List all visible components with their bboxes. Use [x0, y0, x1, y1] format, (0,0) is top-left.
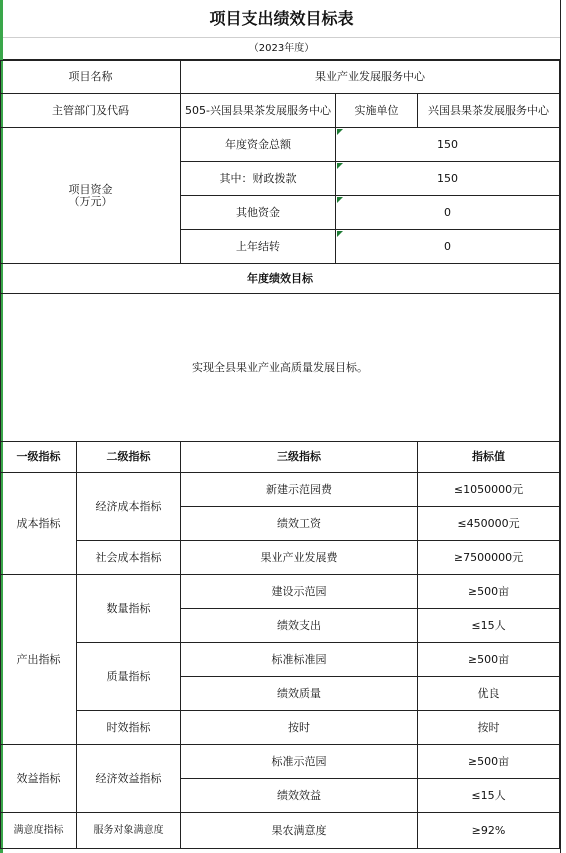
indicator-value: ≥500亩 — [418, 745, 560, 779]
fund-row-value: 0 — [336, 230, 560, 264]
cell-note-marker — [337, 197, 343, 203]
level2-economic-benefit: 经济效益指标 — [77, 745, 181, 813]
level1-cost: 成本指标 — [0, 473, 77, 575]
project-name-label: 项目名称 — [0, 60, 181, 94]
fund-row-value: 150 — [336, 162, 560, 196]
indicator-name: 绩效质量 — [181, 677, 418, 711]
indicator-value: ≥7500000元 — [418, 541, 560, 575]
fund-row-label: 其中：财政拨款 — [181, 162, 336, 196]
indicator-value: ≤15人 — [418, 779, 560, 813]
indicator-value: ≤15人 — [418, 609, 560, 643]
fund-row-value: 0 — [336, 196, 560, 230]
cell-note-marker — [337, 129, 343, 135]
fund-row-label: 其他资金 — [181, 196, 336, 230]
indicator-value: ≤1050000元 — [418, 473, 560, 507]
indicator-value: 按时 — [418, 711, 560, 745]
sheet-right-border — [560, 0, 561, 853]
fund-row-label: 上年结转 — [181, 230, 336, 264]
level2-social-cost: 社会成本指标 — [77, 541, 181, 575]
level2-service-satisfaction: 服务对象满意度 — [77, 813, 181, 849]
col-header-level1: 一级指标 — [0, 442, 77, 473]
level1-satisfaction: 满意度指标 — [0, 813, 77, 849]
level2-economic-cost: 经济成本指标 — [77, 473, 181, 541]
indicator-name: 标准示范园 — [181, 745, 418, 779]
indicator-name: 果业产业发展费 — [181, 541, 418, 575]
indicator-name: 标准标准园 — [181, 643, 418, 677]
level2-timeliness: 时效指标 — [77, 711, 181, 745]
year-label: （2023年度） — [3, 38, 560, 60]
level1-output: 产出指标 — [0, 575, 77, 745]
indicator-name: 绩效工资 — [181, 507, 418, 541]
goal-header: 年度绩效目标 — [0, 264, 560, 294]
fund-row-label: 年度资金总额 — [181, 128, 336, 162]
level1-benefit: 效益指标 — [0, 745, 77, 813]
indicator-value: ≥92% — [418, 813, 560, 849]
cell-note-marker — [337, 163, 343, 169]
cell-note-marker — [337, 231, 343, 237]
project-name-value: 果业产业发展服务中心 — [181, 60, 560, 94]
indicator-name: 新建示范园费 — [181, 473, 418, 507]
indicator-value: ≥500亩 — [418, 575, 560, 609]
fund-row-value: 150 — [336, 128, 560, 162]
col-header-value: 指标值 — [418, 442, 560, 473]
dept-value: 505-兴国县果茶发展服务中心 — [181, 94, 336, 128]
indicator-name: 按时 — [181, 711, 418, 745]
level2-quantity: 数量指标 — [77, 575, 181, 643]
indicator-value: ≥500亩 — [418, 643, 560, 677]
goal-text: 实现全县果业产业高质量发展目标。 — [0, 294, 560, 442]
indicator-value: 优良 — [418, 677, 560, 711]
col-header-level2: 二级指标 — [77, 442, 181, 473]
level2-quality: 质量指标 — [77, 643, 181, 711]
indicator-value: ≤450000元 — [418, 507, 560, 541]
dept-label: 主管部门及代码 — [0, 94, 181, 128]
indicator-name: 建设示范园 — [181, 575, 418, 609]
impl-label: 实施单位 — [336, 94, 418, 128]
indicator-name: 果农满意度 — [181, 813, 418, 849]
col-header-level3: 三级指标 — [181, 442, 418, 473]
funds-label: 项目资金 （万元） — [0, 128, 181, 264]
impl-value: 兴国县果茶发展服务中心 — [418, 94, 560, 128]
indicator-name: 绩效支出 — [181, 609, 418, 643]
indicator-name: 绩效效益 — [181, 779, 418, 813]
page-title: 项目支出绩效目标表 — [3, 0, 560, 38]
